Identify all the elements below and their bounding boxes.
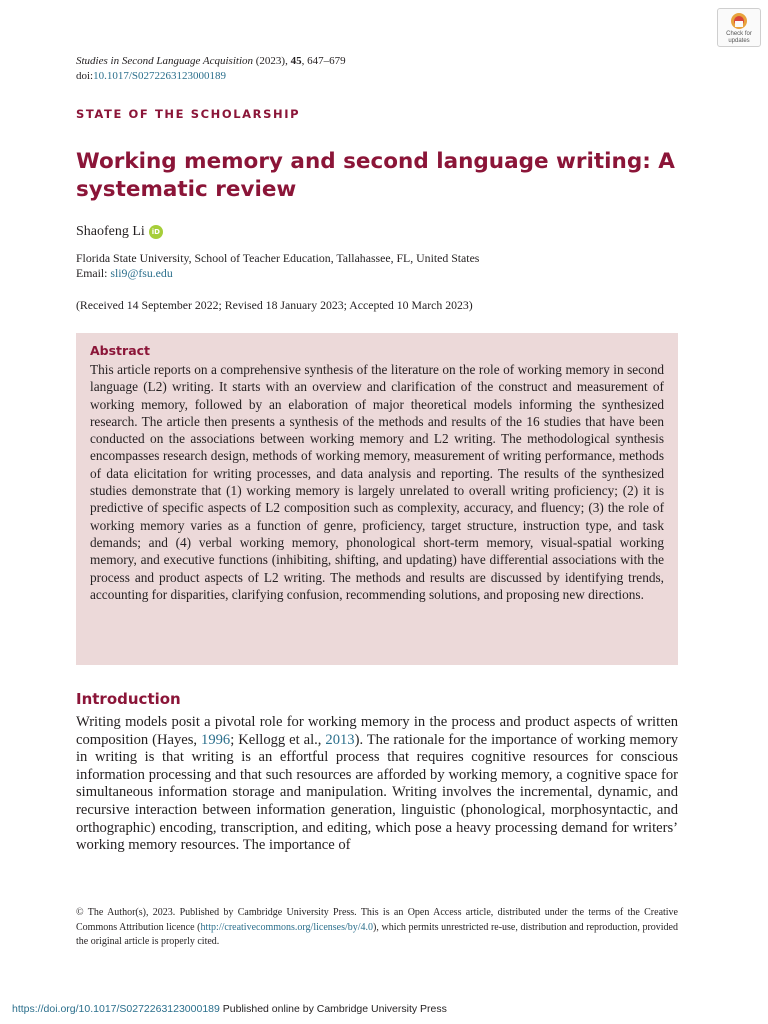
doi-prefix: doi: (76, 70, 94, 82)
copyright-footnote (76, 906, 678, 950)
email-link[interactable]: sli9@fsu.edu (110, 266, 173, 280)
footer-doi-link[interactable]: https://doi.org/10.1017/S0272263123000189 (12, 1003, 220, 1015)
article-title: Working memory and second language writing: A systematic review (76, 149, 675, 202)
abstract-heading: Abstract (90, 343, 151, 358)
intro-part1: Writing models posit a pivotal role for working memory in the process and product aspects of written composition (Hayes, (76, 714, 678, 748)
email-label: Email: (76, 266, 111, 280)
received-dates: (Received 14 September 2022; Revised 18 January 2023; Accepted 10 March 2023) (76, 298, 473, 312)
introduction-heading: Introduction (76, 690, 181, 708)
journal-pages: , 647–679 (301, 55, 346, 67)
journal-year: (2023), (253, 55, 291, 67)
doi-line (76, 68, 226, 84)
footnote-part2: ), which permits unrestricted re-use, distribution and reproduction, provided the original article is properly cited. (76, 921, 678, 947)
journal-citation (76, 53, 346, 69)
email-line (76, 266, 173, 281)
badge-line1: Check for (726, 31, 752, 37)
citation-link-1996[interactable]: 1996 (201, 731, 231, 748)
journal-name: Studies in Second Language Acquisition (76, 55, 254, 67)
footnote-part1: © The Author(s), 2023. Published by Cambridge University Press. This is an Open Access article, distributed under the terms of the Creative Commons Attribution licence ( (76, 907, 678, 933)
check-updates-icon (729, 11, 749, 31)
footer-published: Published online by Cambridge University Press (219, 1003, 447, 1015)
badge-line2: updates (728, 38, 750, 44)
intro-part2: ; Kellogg et al., (230, 731, 326, 748)
introduction-text (76, 714, 678, 855)
affiliation: Florida State University, School of Teacher Education, Tallahassee, FL, United States (76, 251, 480, 265)
journal-volume: 45 (290, 55, 302, 67)
author-line (76, 223, 163, 241)
page-footer (12, 1002, 447, 1016)
doi-link[interactable]: 10.1017/S0272263123000189 (93, 70, 227, 82)
intro-part3: ). The rationale for the importance of working memory in writing is that writing is an effortful process that requires cognitive resources for conscious information processing and that such resources are afforded by working memory, a cognitive space for simultaneous information storage and manipulation. Writing involves the incremental, dynamic, and recursive interaction between information generation, linguistic (phonological, morphosyntactic, and orthographic) encoding, transcription, and editing, which pose a heavy processing demand for writers’ working memory resources. The importance of (76, 731, 678, 854)
check-for-updates-badge[interactable] (717, 8, 761, 47)
abstract-text: This article reports on a comprehensive synthesis of the literature on the role of working memory in second language (L2) writing. It starts with an overview and clarification of the construct and measurement of working memory, followed by an elaboration of major theoretical models informing the synthesized research. The article then presents a synthesis of the methods and results of the 16 studies that have been conducted on the associations between working memory and L2 writing. The methodological synthesis encompasses research design, methods of working memory, measurement of writing performance, methods of data elicitation for writing processes, and data analysis and reporting. The results of the synthesized studies demonstrate that (1) working memory is largely unrelated to overall writing proficiency; (2) it is predictive of specific aspects of L2 composition such as complexity, accuracy, and fluency; (3) the role of working memory varies as a function of genre, proficiency, target structure, instruction type, and task demands; and (4) verbal working memory, phonological short-term memory, visual-spatial working memory, and executive functions (inhibiting, shifting, and updating) have differential associations with the process and product aspects of L2 writing. The methods and results are discussed by identifying trends, accounting for disparities, clarifying confusion, recommending solutions, and proposing new directions. (90, 362, 664, 602)
author-name[interactable]: Shaofeng Li (76, 224, 145, 239)
orcid-icon[interactable]: iD (149, 225, 163, 239)
section-label: STATE OF THE SCHOLARSHIP (76, 107, 301, 121)
citation-link-2013[interactable]: 2013 (325, 731, 355, 748)
license-link[interactable]: http://creativecommons.org/licenses/by/4.0 (200, 921, 374, 933)
